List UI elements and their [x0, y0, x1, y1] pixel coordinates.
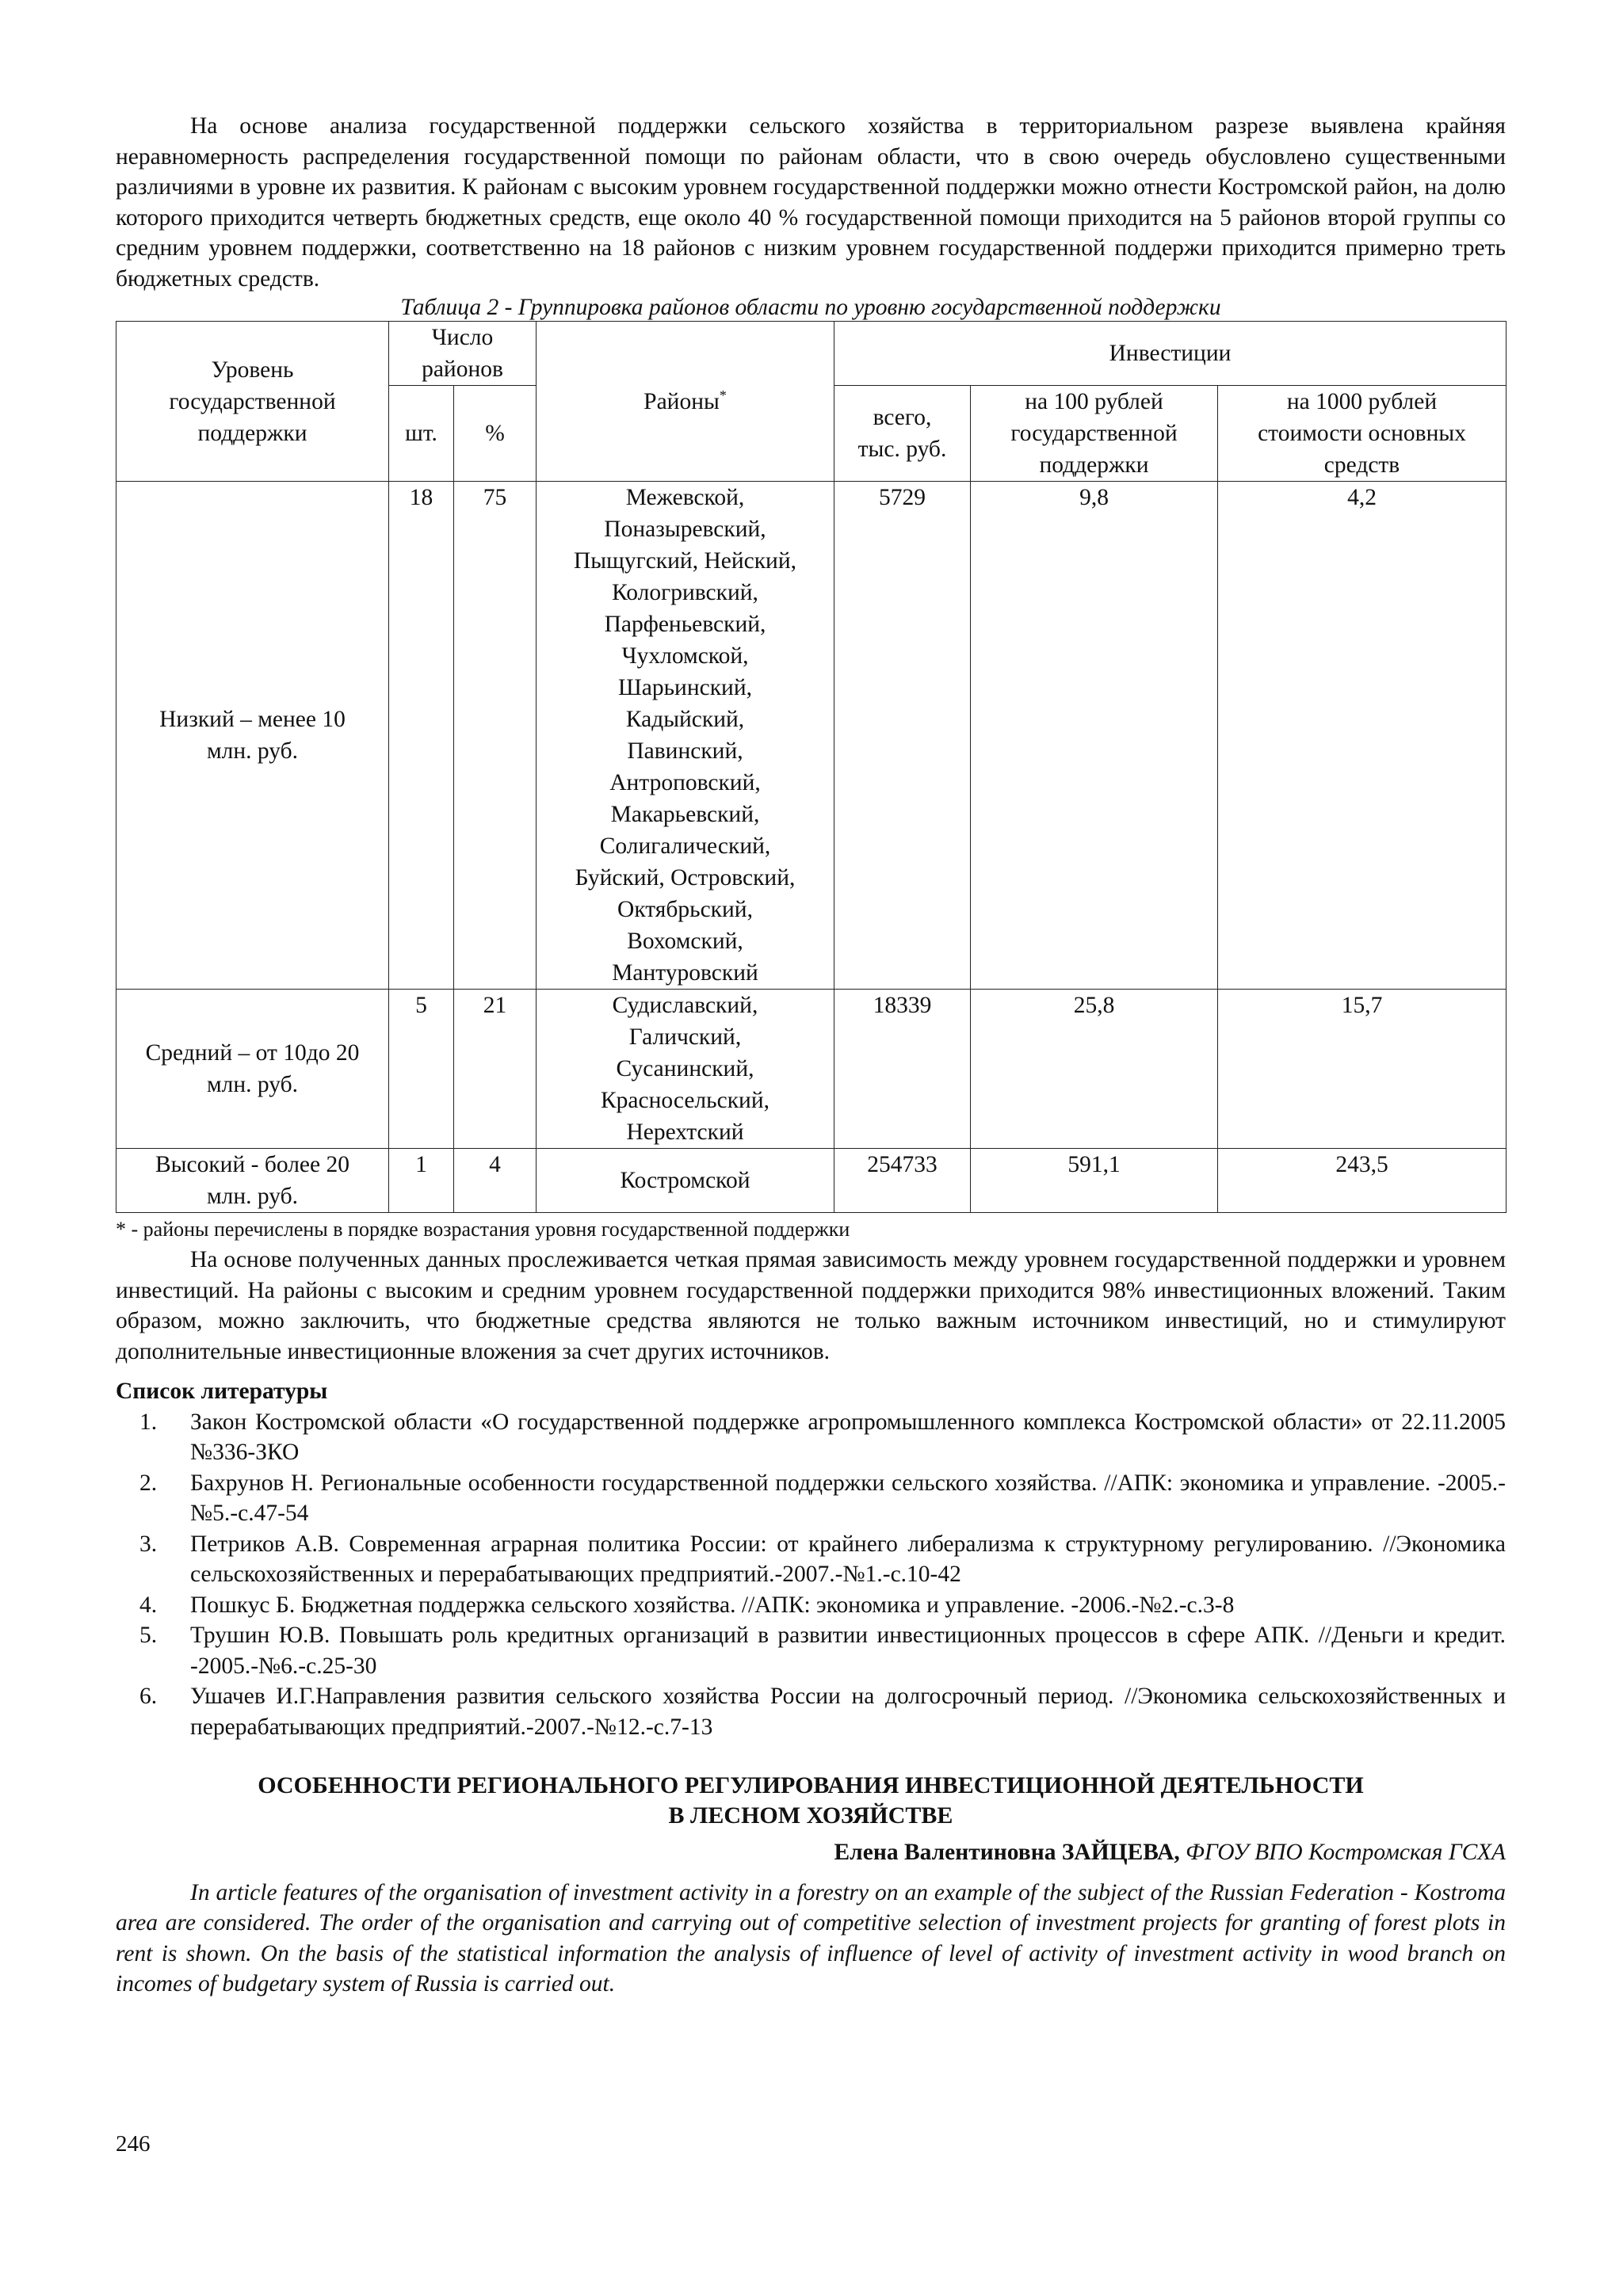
reference-num: 1. [139, 1409, 158, 1435]
row-districts [537, 482, 834, 990]
district: Пыщугский, Нейский, [574, 548, 796, 574]
district: Солигалический, [599, 833, 771, 859]
row-units: 18 [389, 482, 454, 990]
row-per1000: 15,7 [1218, 990, 1507, 1149]
district: Вохомский, [627, 929, 743, 954]
table-row [116, 1149, 1507, 1213]
row-level: Высокий - более 20 млн. руб. [116, 1149, 389, 1213]
row-per100: 9,8 [971, 482, 1218, 990]
reference-item [116, 1529, 1506, 1590]
reference-num: 6. [139, 1684, 158, 1709]
table-caption: Таблица 2 - Группировка районов области по уровню государственной поддержки [400, 295, 1221, 320]
district: Красносельский, [601, 1088, 769, 1113]
district: Поназыревский, [604, 517, 766, 542]
header-districts-label: Районы [643, 388, 720, 414]
conclusion-paragraph: На основе полученных данных прослеживается четкая прямая зависимость между уровнем государственной поддержки и уровнем инвестиций. На районы с высоким и средним уровнем государственной поддержки приходится 98% инвестиционных вложений. Таким образом, можно заключить, что бюджетные средства являются не только важным источником инвестиций, но и стимулируют дополнительные инвестиционные вложения за счет других источников. [116, 1247, 1506, 1364]
author-name: Елена Валентиновна ЗАЙЦЕВА, [834, 1840, 1180, 1865]
reference-num: 3. [139, 1531, 158, 1557]
table-row [116, 482, 1507, 990]
row-pct: 4 [454, 1149, 537, 1213]
row-districts [537, 1149, 834, 1213]
article-abstract: In article features of the organisation of investment activity in a forestry on an example of the subject of the Russian Federation - Kostroma area are considered. The order of the organisation and carrying out of competitive selection of investment projects for granting of forest plots in rent is shown. On the basis of the statistical information the analysis of influence of level of activity of investment activity in wood branch on incomes of budgetary system of Russia is carried out. [116, 1879, 1506, 1997]
district: Павинский, [627, 738, 743, 764]
district: Чухломской, [621, 643, 749, 669]
header-count-units: шт. [389, 386, 454, 482]
page-content [116, 111, 1506, 2000]
support-grouping-table [116, 321, 1507, 1213]
header-count-pct: % [454, 386, 537, 482]
reference-text: Закон Костромской области «О государственной поддержке агропромышленного комплекса Костромской области» от 22.11.2005 №336-ЗКО [190, 1409, 1506, 1465]
author-line [116, 1837, 1506, 1868]
header-total: всего, тыс. руб. [834, 386, 971, 482]
district: Сусанинский, [616, 1056, 754, 1081]
row-per1000: 243,5 [1218, 1149, 1507, 1213]
header-per1000: на 1000 рублей стоимости основных средств [1218, 386, 1507, 482]
row-level: Средний – от 10до 20 млн. руб. [116, 990, 389, 1149]
reference-num: 5. [139, 1623, 158, 1648]
district: Буйский, Островский, [575, 865, 796, 891]
district: Нерехтский [626, 1119, 744, 1145]
table-header-row-1 [116, 322, 1507, 386]
row-per100: 25,8 [971, 990, 1218, 1149]
row-per1000: 4,2 [1218, 482, 1507, 990]
reference-num: 2. [139, 1470, 158, 1496]
row-total: 18339 [834, 990, 971, 1149]
header-districts [537, 322, 834, 482]
header-per100: на 100 рублей государственной поддержки [971, 386, 1218, 482]
district: Межевской, [625, 485, 745, 510]
header-investments: Инвестиции [834, 322, 1507, 386]
district: Судиславский, [612, 993, 758, 1018]
reference-item [116, 1468, 1506, 1529]
table-footnote: * - районы перечислены в порядке возрастания уровня государственной поддержки [116, 1218, 850, 1241]
header-districts-mark: * [719, 387, 727, 403]
reference-text: Трушин Ю.В. Повышать роль кредитных организаций в развитии инвестиционных процессов в сфере АПК. //Деньги и кредит. -2005.-№6.-с.25-30 [190, 1623, 1506, 1679]
row-total: 254733 [834, 1149, 971, 1213]
row-total: 5729 [834, 482, 971, 990]
references-list [116, 1407, 1506, 1743]
row-level: Низкий – менее 10 млн. руб. [116, 482, 389, 990]
header-level: Уровень государственной поддержки [116, 322, 389, 482]
references-heading: Список литературы [116, 1379, 328, 1404]
district: Костромской [620, 1168, 750, 1193]
article-title [116, 1771, 1506, 1831]
row-units: 5 [389, 990, 454, 1149]
table-row [116, 990, 1507, 1149]
row-pct: 21 [454, 990, 537, 1149]
page-number: 246 [116, 2131, 151, 2157]
reference-text: Петриков А.В. Современная аграрная политика России: от крайнего либерализма к структурному регулированию. //Экономика сельскохозяйственных и перерабатывающих предприятий.-2007.-№1.-с.10-42 [190, 1531, 1506, 1587]
author-affiliation: ФГОУ ВПО Костромская ГСХА [1186, 1840, 1506, 1865]
reference-item [116, 1590, 1506, 1621]
district: Антроповский, [609, 770, 761, 795]
row-units: 1 [389, 1149, 454, 1213]
reference-item [116, 1407, 1506, 1468]
district: Октябрьский, [617, 897, 753, 922]
district: Кадыйский, [625, 707, 745, 732]
intro-paragraph: На основе анализа государственной поддержки сельского хозяйства в территориальном разрезе выявлена крайняя неравномерность распределения государственной помощи по районам области, что в свою очередь обусловлено существенными различиями в уровне их развития. К районам с высоким уровнем государственной поддержки можно отнести Костромской район, на долю которого приходится четверть бюджетных средств, еще около 40 % государственной помощи приходится на 5 районов второй группы со средним уровнем поддержки, соответственно на 18 районов с низким уровнем государственной поддержи приходится примерно треть бюджетных средств. [116, 113, 1506, 292]
row-pct: 75 [454, 482, 537, 990]
row-per100: 591,1 [971, 1149, 1218, 1213]
article-title-line-1: ОСОБЕННОСТИ РЕГИОНАЛЬНОГО РЕГУЛИРОВАНИЯ ИНВЕСТИЦИОННОЙ ДЕЯТЕЛЬНОСТИ [258, 1772, 1364, 1798]
reference-text: Бахрунов Н. Региональные особенности государственной поддержки сельского хозяйства. //АПК: экономика и управление. -2005.-№5.-с.47-54 [190, 1470, 1506, 1526]
reference-item [116, 1620, 1506, 1681]
district: Мантуровский [612, 960, 758, 986]
reference-num: 4. [139, 1592, 158, 1618]
district: Галичский, [628, 1024, 742, 1050]
district: Макарьевский, [610, 802, 760, 827]
reference-text: Пошкус Б. Бюджетная поддержка сельского хозяйства. //АПК: экономика и управление. -2006.-№2.-с.3-8 [190, 1592, 1235, 1618]
article-title-line-2: В ЛЕСНОМ ХОЗЯЙСТВЕ [668, 1802, 953, 1829]
row-districts [537, 990, 834, 1149]
header-count: Число районов [389, 322, 537, 386]
reference-text: Ушачев И.Г.Направления развития сельского хозяйства России на долгосрочный период. //Экономика сельскохозяйственных и перерабатывающих предприятий.-2007.-№12.-с.7-13 [190, 1684, 1506, 1740]
reference-item [116, 1681, 1506, 1742]
district: Парфеньевский, [604, 612, 766, 637]
district: Шарьинский, [617, 675, 752, 700]
district: Кологривский, [612, 580, 758, 605]
